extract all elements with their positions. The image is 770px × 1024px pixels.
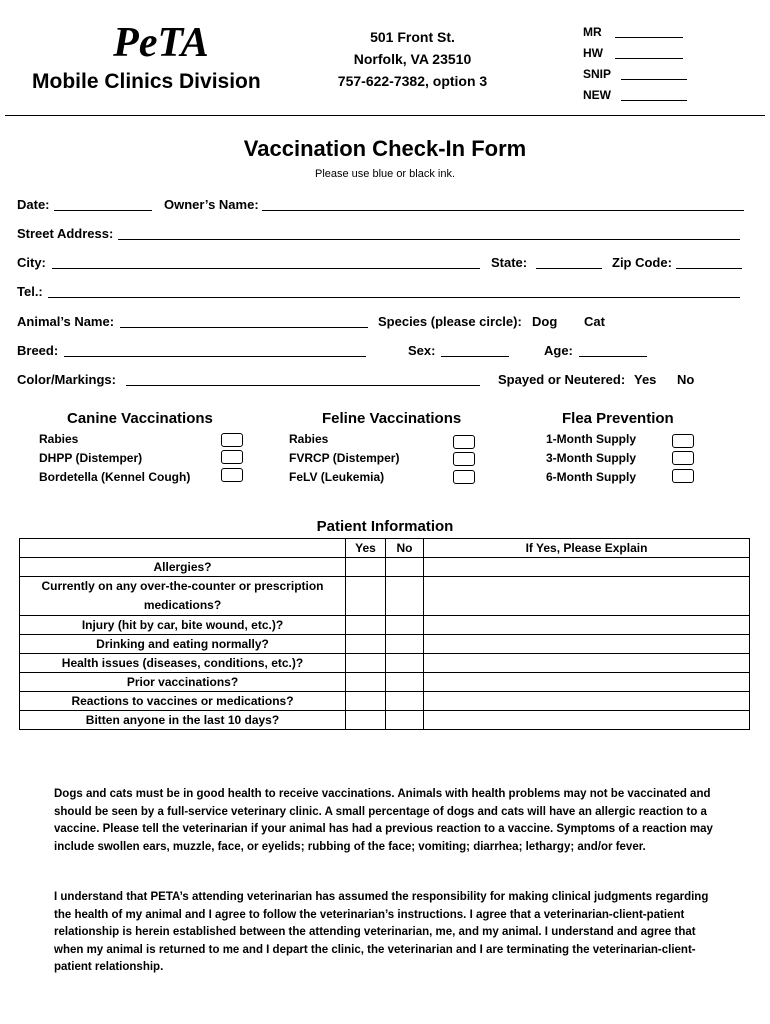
breed-input[interactable] <box>64 356 366 357</box>
office-codes <box>583 22 611 106</box>
table-header-row <box>20 539 750 558</box>
no-cell[interactable] <box>386 616 424 635</box>
city-input[interactable] <box>52 268 480 269</box>
clinic-address <box>330 26 495 92</box>
species-cat-option[interactable]: Cat <box>584 314 605 329</box>
date-label: Date: <box>17 197 50 212</box>
explain-cell[interactable] <box>424 635 750 654</box>
canine-bordetella-checkbox[interactable] <box>221 468 243 482</box>
form-subtitle: Please use blue or black ink. <box>314 168 456 180</box>
street-input[interactable] <box>118 239 740 240</box>
explain-cell[interactable] <box>424 577 750 616</box>
code-mr: MR <box>583 25 602 39</box>
header-divider <box>5 115 765 116</box>
yes-cell[interactable] <box>346 577 386 616</box>
code-snip: SNIP <box>583 67 612 81</box>
zip-label: Zip Code: <box>612 255 672 270</box>
table-row <box>20 616 750 635</box>
explain-cell[interactable] <box>424 673 750 692</box>
yes-cell[interactable] <box>346 654 386 673</box>
state-label: State: <box>491 255 528 270</box>
flea-1month-checkbox[interactable] <box>672 434 694 448</box>
species-dog-option[interactable]: Dog <box>532 314 558 329</box>
feline-rabies-label: Rabies <box>289 432 329 446</box>
flea-6month-checkbox[interactable] <box>672 469 694 483</box>
table-row <box>20 673 750 692</box>
no-cell[interactable] <box>386 711 424 730</box>
canine-dhpp-label: DHPP (Distemper) <box>39 451 143 465</box>
table-row <box>20 558 750 577</box>
tel-label: Tel.: <box>17 284 43 299</box>
question-reactions: Reactions to vaccines or medications? <box>20 692 346 711</box>
question-prior-vaccinations: Prior vaccinations? <box>20 673 346 692</box>
table-row <box>20 635 750 654</box>
canine-rabies-checkbox[interactable] <box>221 433 243 447</box>
no-cell[interactable] <box>386 654 424 673</box>
question-drinking-eating: Drinking and eating normally? <box>20 635 346 654</box>
address-phone: 757-622-7382, option 3 <box>337 73 488 89</box>
explain-cell[interactable] <box>424 558 750 577</box>
explain-cell[interactable] <box>424 692 750 711</box>
question-health-issues: Health issues (diseases, conditions, etc.)? <box>20 654 346 673</box>
tel-input[interactable] <box>48 297 740 298</box>
yes-cell[interactable] <box>346 558 386 577</box>
question-allergies: Allergies? <box>20 558 346 577</box>
table-row <box>20 711 750 730</box>
feline-fvrcp-checkbox[interactable] <box>453 452 475 466</box>
feline-title: Feline Vaccinations <box>322 410 462 427</box>
color-label: Color/Markings: <box>17 372 116 387</box>
city-label: City: <box>17 255 46 270</box>
species-label: Species (please circle): <box>378 314 522 329</box>
form-title: Vaccination Check-In Form <box>243 136 527 161</box>
canine-title: Canine Vaccinations <box>67 410 213 427</box>
flea-title: Flea Prevention <box>562 410 674 427</box>
table-row <box>20 577 750 616</box>
animal-name-label: Animal’s Name: <box>17 314 115 329</box>
color-input[interactable] <box>126 385 480 386</box>
no-cell[interactable] <box>386 692 424 711</box>
feline-fvrcp-label: FVRCP (Distemper) <box>289 451 400 465</box>
table-row <box>20 692 750 711</box>
no-cell[interactable] <box>386 635 424 654</box>
feline-felv-label: FeLV (Leukemia) <box>289 470 385 484</box>
state-input[interactable] <box>536 268 602 269</box>
yes-cell[interactable] <box>346 616 386 635</box>
sex-label: Sex: <box>408 343 436 358</box>
yes-cell[interactable] <box>346 673 386 692</box>
yes-header: Yes <box>346 539 386 558</box>
flea-6month-label: 6-Month Supply <box>546 470 636 484</box>
explain-header: If Yes, Please Explain <box>424 539 750 558</box>
canine-dhpp-checkbox[interactable] <box>221 450 243 464</box>
explain-cell[interactable] <box>424 616 750 635</box>
no-cell[interactable] <box>386 577 424 616</box>
code-hw: HW <box>583 46 603 60</box>
spayed-yes-option[interactable]: Yes <box>634 372 657 387</box>
no-cell[interactable] <box>386 673 424 692</box>
flea-3month-checkbox[interactable] <box>672 451 694 465</box>
feline-rabies-checkbox[interactable] <box>453 435 475 449</box>
street-label: Street Address: <box>17 226 114 241</box>
owner-input[interactable] <box>262 210 744 211</box>
question-medications: Currently on any over-the-counter or prescription medications? <box>20 577 346 616</box>
flea-1month-label: 1-Month Supply <box>546 432 636 446</box>
animal-name-input[interactable] <box>120 327 368 328</box>
code-new: NEW <box>583 88 611 102</box>
age-input[interactable] <box>579 356 647 357</box>
no-cell[interactable] <box>386 558 424 577</box>
feline-felv-checkbox[interactable] <box>453 470 475 484</box>
yes-cell[interactable] <box>346 635 386 654</box>
patient-info-table <box>19 538 750 730</box>
question-bitten: Bitten anyone in the last 10 days? <box>20 711 346 730</box>
question-injury: Injury (hit by car, bite wound, etc.)? <box>20 616 346 635</box>
age-label: Age: <box>544 343 573 358</box>
peta-logo <box>105 18 217 64</box>
table-row <box>20 654 750 673</box>
explain-cell[interactable] <box>424 711 750 730</box>
yes-cell[interactable] <box>346 711 386 730</box>
spayed-no-option[interactable]: No <box>677 372 695 387</box>
no-header: No <box>386 539 424 558</box>
division-name: Mobile Clinics Division <box>32 70 261 93</box>
owner-label: Owner’s Name: <box>164 197 259 212</box>
zip-input[interactable] <box>676 268 742 269</box>
yes-cell[interactable] <box>346 692 386 711</box>
health-notice-paragraph: Dogs and cats must be in good health to receive vaccinations. Animals with health problems may not be vaccinated and should be seen by a full-service veterinary clinic. A small percentage of dogs and cats will have an allergic reaction to a vaccine. Please tell the veterinarian if your animal has had a previous reaction to a vaccine. Symptoms of a reaction may include swollen ears, muzzle, face, or eyelids; rubbing of the face; vomiting; diarrhea; lethargy; and/or fever. <box>54 788 713 853</box>
sex-input[interactable] <box>441 356 509 357</box>
breed-label: Breed: <box>17 343 59 358</box>
logo-text: PeTA <box>113 20 209 64</box>
address-street: 501 Front St. <box>370 29 455 45</box>
date-input[interactable] <box>54 210 152 211</box>
flea-3month-label: 3-Month Supply <box>546 451 636 465</box>
address-city: Norfolk, VA 23510 <box>353 51 472 67</box>
explain-cell[interactable] <box>424 654 750 673</box>
patient-info-title: Patient Information <box>316 518 454 535</box>
canine-rabies-label: Rabies <box>39 432 79 446</box>
spayed-label: Spayed or Neutered: <box>498 372 626 387</box>
canine-bordetella-label: Bordetella (Kennel Cough) <box>39 470 191 484</box>
consent-paragraph: I understand that PETA’s attending veterinarian has assumed the responsibility for making clinical judgments regarding the health of my animal and I agree to follow the veterinarian’s instructions. I agree that a veterinarian-client-patient relationship is herein established between the attending veterinarian, me, and my animal. I understand and agree that when my animal is returned to me and I depart the clinic, the veterinarian and I are terminating the veterinarian-client-patient relationship. <box>54 891 709 973</box>
